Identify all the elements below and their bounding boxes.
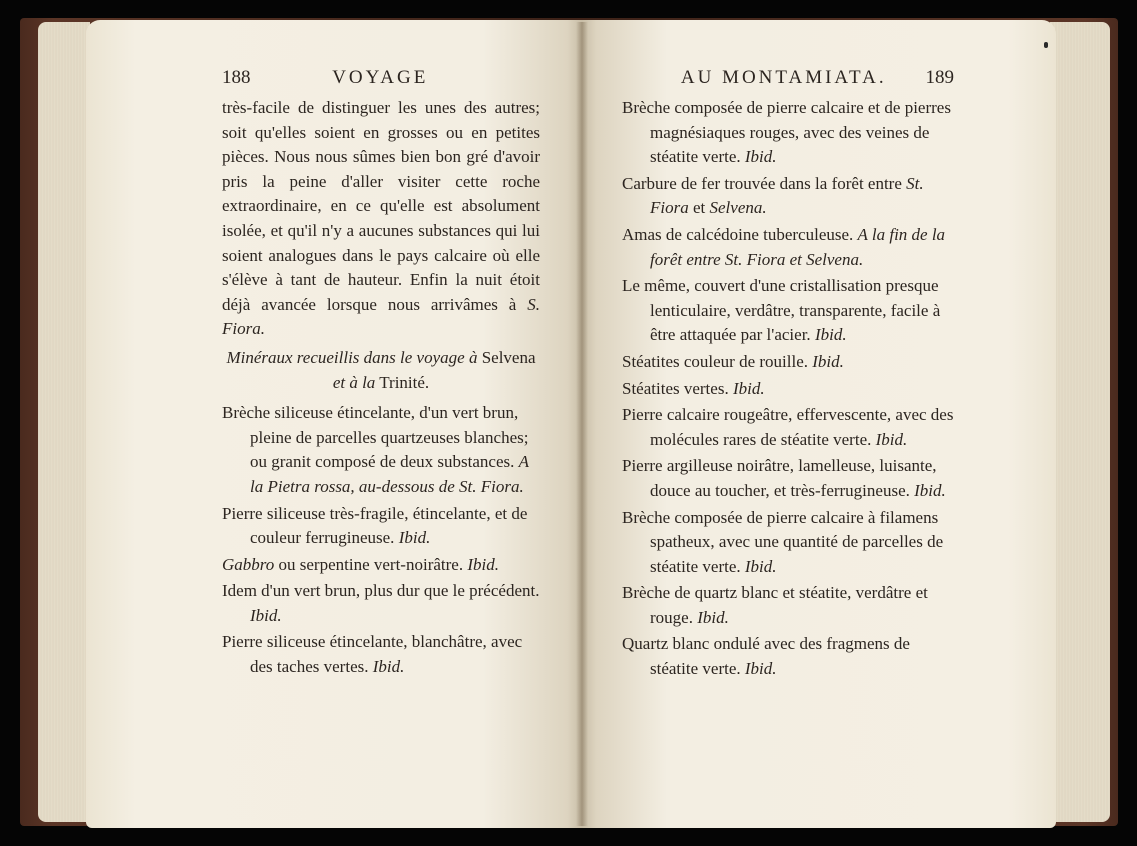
entry-ref: Ibid. xyxy=(250,605,282,625)
opening-paragraph xyxy=(222,96,540,342)
entry-text: Brèche siliceuse étincelante, d'un vert brun, pleine de parcelles quartzeuses blanches; ou granit composé de deux substances. xyxy=(222,403,529,472)
list-item xyxy=(622,632,954,681)
entry-text: Le même, couvert d'une cristallisation presque lenticulaire, verdâtre, transparente, facile à être attaquée par l'acier. xyxy=(622,276,941,345)
list-item xyxy=(622,454,954,503)
right-page-header xyxy=(622,66,954,96)
entry-ref: Ibid. xyxy=(814,325,847,345)
entry-text: Stéatites vertes. xyxy=(622,378,729,398)
list-item xyxy=(222,630,540,679)
entry-ref: Ibid. xyxy=(744,556,777,576)
list-item xyxy=(222,579,540,628)
entry-text: Carbure de fer trouvée dans la forêt entre xyxy=(622,173,902,193)
entry-ref: Ibid. xyxy=(372,657,405,677)
caption-join: et à la xyxy=(332,372,376,392)
entry-join: et xyxy=(692,198,706,218)
entry-ref: Ibid. xyxy=(398,528,431,548)
entry-ref-2: Selvena. xyxy=(709,198,767,218)
entry-ref: Ibid. xyxy=(732,378,765,398)
running-head-right: AU MONTAMIATA. xyxy=(680,67,887,88)
list-item xyxy=(622,581,954,630)
entry-ref: Ibid. xyxy=(744,659,777,679)
page-number-right: 189 xyxy=(925,67,954,88)
entry-italic: Gabbro xyxy=(222,554,275,574)
list-item xyxy=(622,377,954,402)
list-item xyxy=(222,502,540,551)
entry-text: Pierre argilleuse noirâtre, lamelleuse, luisante, douce au toucher, et très-ferrugineuse. xyxy=(622,456,937,500)
entry-ref: Ibid. xyxy=(744,147,777,167)
list-item xyxy=(222,401,540,499)
entry-ref: A la Pietra rossa, au-dessous de St. Fiora. xyxy=(250,452,529,496)
entry-text: Pierre siliceuse très-fragile, étincelante, et de couleur ferrugineuse. xyxy=(222,503,528,548)
entry-text: Brèche composée de pierre calcaire à filamens spatheux, avec une quantité de parcelles de stéatite verte. xyxy=(622,507,944,576)
list-item xyxy=(622,96,954,170)
left-page-text xyxy=(222,66,540,682)
left-page-header xyxy=(222,66,540,96)
list-item xyxy=(622,223,954,272)
entry-ref: Ibid. xyxy=(875,429,908,449)
opening-place: S. Fiora. xyxy=(222,294,540,339)
minerals-caption xyxy=(222,346,540,395)
entry-text: Stéatites couleur de rouille. xyxy=(622,351,808,371)
list-item xyxy=(622,350,954,375)
entry-ref: St. Fiora xyxy=(650,173,924,218)
opening-text: très-facile de distinguer les unes des autres; soit qu'elles soient en grosses ou en petites pièces. Nous nous sûmes bien bon gré d'avoir pris la peine d'aller visiter cette roche extraordinaire, en ce qu'elle est absolument isolée, et qu'il n'y a aucunes substances qui lui soient analogues dans le pays calcaire où elle s'élève à tant de hauteur. Enfin la nuit étoit déjà avancée lorsque nous arrivâmes à xyxy=(222,98,540,314)
page-number-left: 188 xyxy=(222,67,251,88)
book-gutter xyxy=(576,22,588,826)
entry-ref: Ibid. xyxy=(697,607,729,627)
entry-text: ou serpentine vert-noirâtre. xyxy=(278,554,464,574)
list-item xyxy=(622,172,954,221)
entry-ref: A la fin de la forêt entre St. Fiora et Selvena. xyxy=(650,224,946,269)
entry-text: Pierre calcaire rougeâtre, effervescente, avec des molécules rares de stéatite verte. xyxy=(622,405,954,449)
left-page-edges xyxy=(38,22,90,822)
entry-text: Pierre siliceuse étincelante, blanchâtre, avec des taches vertes. xyxy=(222,632,523,677)
entry-text: Brèche composée de pierre calcaire et de pierres magnésiaques rouges, avec des veines de stéatite verte. xyxy=(622,98,951,167)
list-item xyxy=(622,506,954,580)
entry-text: Idem d'un vert brun, plus dur que le précédent. xyxy=(222,581,540,601)
right-page-edges xyxy=(1050,22,1110,822)
caption-italic: Minéraux recueillis dans le voyage à xyxy=(226,347,478,367)
entry-ref: Ibid. xyxy=(467,554,499,574)
entry-ref: Ibid. xyxy=(914,480,946,500)
entry-text: Brèche de quartz blanc et stéatite, verdâtre et rouge. xyxy=(622,583,928,627)
list-item xyxy=(622,274,954,348)
list-item xyxy=(222,553,540,578)
list-item xyxy=(622,403,954,452)
entry-text: Quartz blanc ondulé avec des fragmens de stéatite verte. xyxy=(622,634,910,679)
running-head-left: VOYAGE xyxy=(332,67,429,88)
entry-text: Amas de calcédoine tuberculeuse. xyxy=(622,224,854,244)
caption-place-1: Selvena xyxy=(481,347,536,367)
entry-ref: Ibid. xyxy=(812,351,844,371)
edge-mark xyxy=(1044,42,1048,48)
right-page-text xyxy=(622,66,954,684)
caption-place-2: Trinité. xyxy=(379,372,430,392)
